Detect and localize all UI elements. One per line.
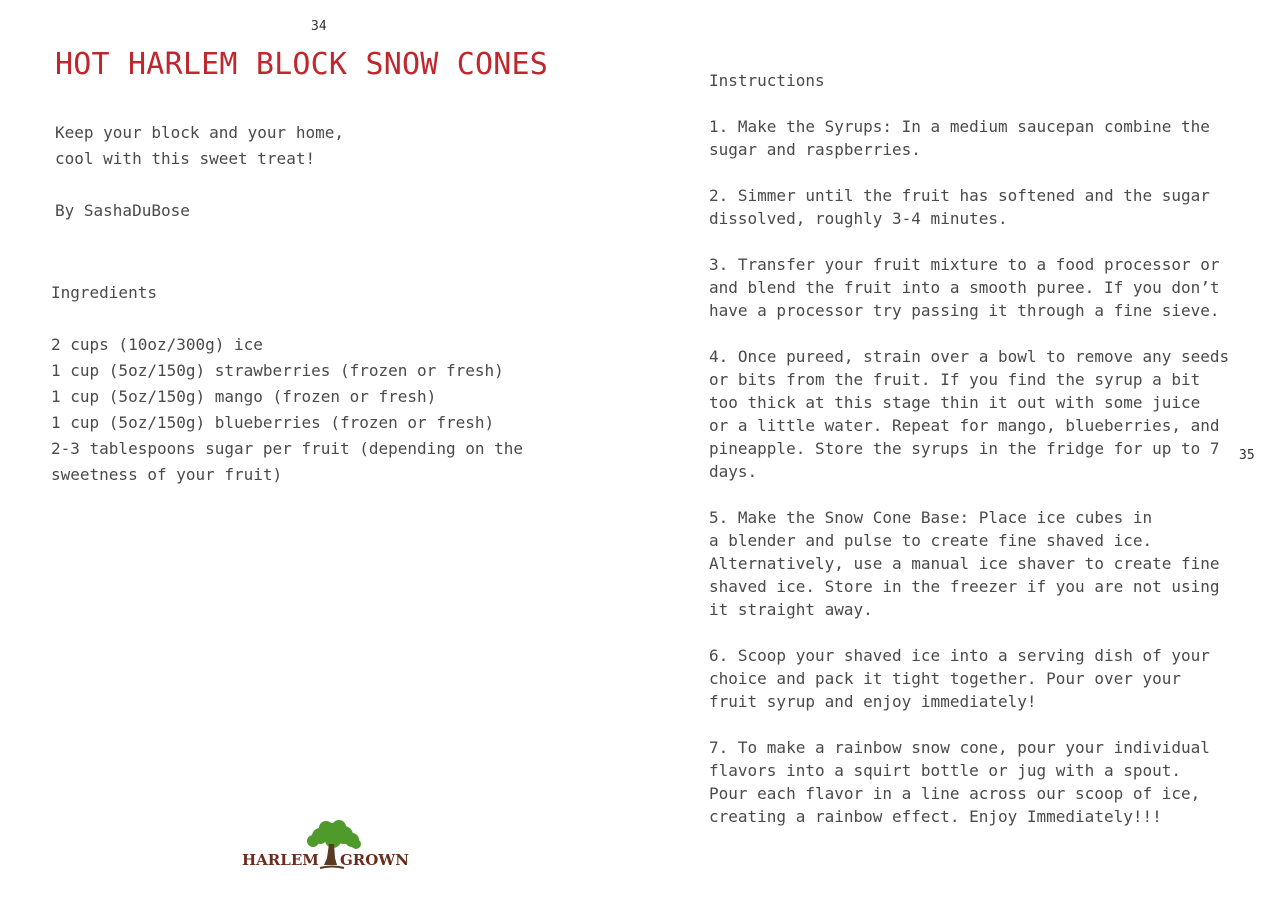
recipe-title: HOT HARLEM BLOCK SNOW CONES xyxy=(55,47,549,82)
ingredient-item: 1 cup (5oz/150g) strawberries (frozen or fresh) xyxy=(51,361,504,380)
recipe-intro: Keep your block and your home, cool with this sweet treat! xyxy=(55,123,344,168)
instruction-step: 2. Simmer until the fruit has softened and the sugar dissolved, roughly 3-4 minutes. xyxy=(709,186,1210,228)
instruction-step: 1. Make the Syrups: In a medium saucepan combine the sugar and raspberries. xyxy=(709,117,1210,159)
logo-word-right: GROWN xyxy=(340,851,409,869)
ingredients-heading: Ingredients xyxy=(51,283,157,302)
harlem-grown-logo xyxy=(240,818,410,876)
recipe-byline: By SashaDuBose xyxy=(55,201,190,220)
ingredients-list xyxy=(51,332,523,488)
instructions-list xyxy=(709,115,1229,828)
instructions-heading: Instructions xyxy=(709,71,825,90)
instruction-step: 4. Once pureed, strain over a bowl to remove any seeds or bits from the fruit. If you find the syrup a bit too thick at this stage thin it out with some juice or a little water. Repeat for mango, blueberries, and pineapple. Store the syrups in the fridge for up to 7 days. xyxy=(709,347,1230,481)
page-number-left: 34 xyxy=(311,19,327,34)
ingredient-item: 2 cups (10oz/300g) ice xyxy=(51,335,263,354)
instruction-step: 6. Scoop your shaved ice into a serving dish of your choice and pack it tight together. Pour over your fruit syrup and enjoy immediately! xyxy=(709,646,1210,711)
page-number-right: 35 xyxy=(1239,448,1255,463)
tree-icon xyxy=(240,818,410,876)
ingredient-item: 2-3 tablespoons sugar per fruit (depending on the sweetness of your fruit) xyxy=(51,439,524,484)
ingredient-item: 1 cup (5oz/150g) mango (frozen or fresh) xyxy=(51,387,437,406)
instruction-step: 5. Make the Snow Cone Base: Place ice cubes in a blender and pulse to create fine shaved ice. Alternatively, use a manual ice shaver to create fine shaved ice. Store in the freezer if you are not using it straight away. xyxy=(709,508,1220,619)
logo-word-left: HARLEM xyxy=(242,851,319,869)
ingredient-item: 1 cup (5oz/150g) blueberries (frozen or fresh) xyxy=(51,413,495,432)
instruction-step: 7. To make a rainbow snow cone, pour your individual flavors into a squirt bottle or jug with a spout. Pour each flavor in a line across our scoop of ice, creating a rainbow effect. Enjoy Immediately!!! xyxy=(709,738,1210,826)
instruction-step: 3. Transfer your fruit mixture to a food processor or and blend the fruit into a smooth puree. If you don’t have a processor try passing it through a fine sieve. xyxy=(709,255,1220,320)
